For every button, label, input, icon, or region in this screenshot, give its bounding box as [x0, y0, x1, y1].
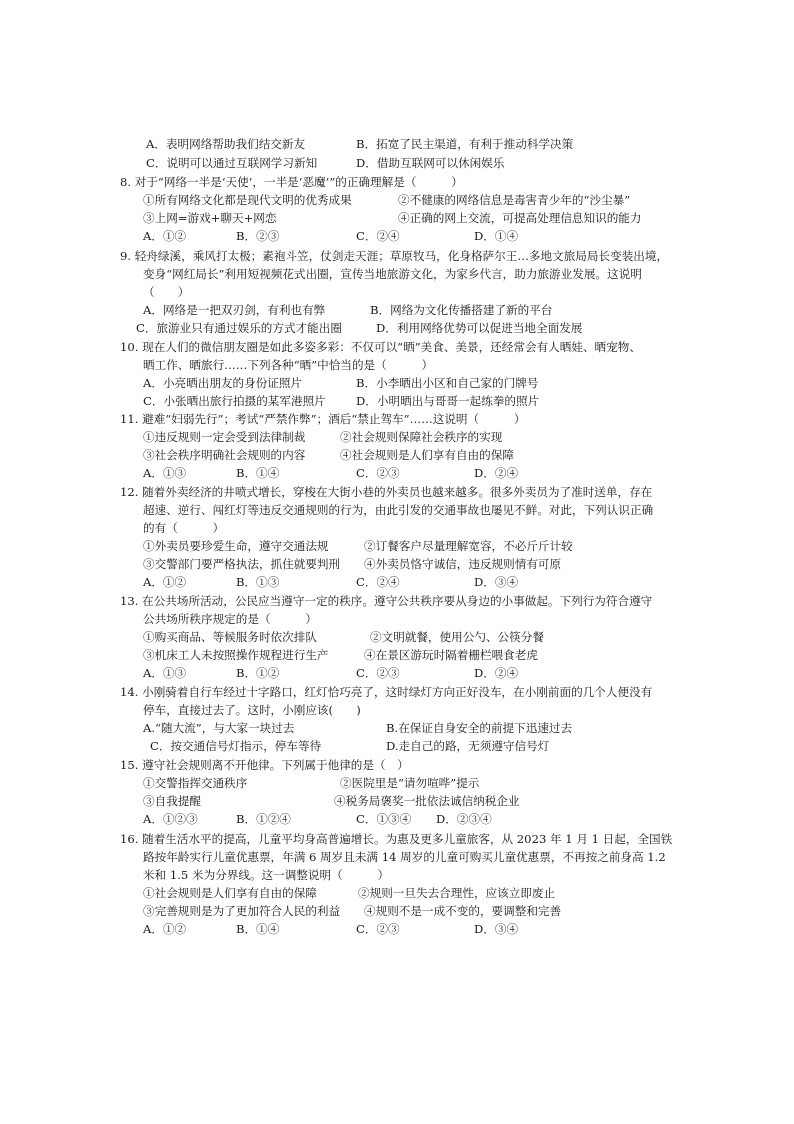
q13-statement-4: ④在景区游玩时隔着栅栏喂食老虎 [364, 648, 538, 662]
q14-option-c: C．按交通信号灯指示，停车等待 [150, 739, 322, 753]
q11-option-c: C．②③ [356, 466, 400, 480]
q14-stem-line2: 停车，直接过去了。这时，小刚应该( ) [143, 703, 361, 717]
q9-stem-line3: （ ） [143, 285, 190, 299]
q8-option-c: C．②④ [356, 229, 400, 243]
q10-option-d: D．小明晒出与哥哥一起练拳的照片 [356, 394, 540, 408]
q11-statement-4: ④社会规则是人们享有自由的保障 [340, 448, 514, 462]
q11-option-b: B．①④ [236, 466, 280, 480]
q13-option-a: A．①③ [143, 666, 187, 680]
q8-statement-2: ②不健康的网络信息是毒害青少年的“沙尘暴” [398, 193, 631, 207]
q8-option-a: A．①② [143, 229, 187, 243]
q14-stem-line1: 14. 小刚骑着自行车经过十字路口，红灯恰巧亮了，这时绿灯方向正好没车，在小刚前面的几个人便没有 [120, 685, 653, 699]
q9-option-c: C．旅游业只有通过娱乐的方式才能出圈 [136, 321, 342, 335]
q16-option-d: D．③④ [474, 922, 519, 936]
q16-stem-line2: 路按年龄实行儿童优惠票，年满 6 周岁且未满 14 周岁的儿童可购买儿童优惠票，不再按之前身高 1.2 [143, 850, 666, 864]
q16-statement-4: ④规则不是一成不变的，要调整和完善 [364, 904, 562, 918]
q15-statement-4: ④税务局褒奖一批依法诚信纳税企业 [334, 794, 520, 808]
q13-statement-3: ③机床工人未按照操作规程进行生产 [143, 648, 329, 662]
q12-stem-line3: 的有（ ） [143, 521, 225, 535]
q12-option-d: D．③④ [474, 575, 519, 589]
q15-option-d: D．②③④ [436, 812, 492, 826]
q9-stem-line2: 变身“网红局长”利用短视频花式出圈，宣传当地旅游文化，为家乡代言，助力旅游业发展。这说明 [143, 267, 642, 281]
q12-statement-2: ②订餐客户尽量理解宽容，不必斤斤计较 [364, 539, 573, 553]
q12-statement-1: ①外卖员要珍爱生命，遵守交通法规 [143, 539, 329, 553]
q10-option-c: C．小张晒出旅行拍摄的某军港照片 [143, 394, 326, 408]
q15-option-b: B．①②④ [236, 812, 291, 826]
q12-stem-line2: 超速、逆行、闯红灯等违反交通规则的行为，由此引发的交通事故也屡见不鲜。对此，下列认识正确 [143, 503, 654, 517]
q8-statement-3: ③上网=游戏+聊天+网恋 [143, 211, 277, 225]
q10-option-a: A．小亮晒出朋友的身份证照片 [143, 376, 303, 390]
q11-statement-1: ①违反规则一定会受到法律制裁 [143, 430, 306, 444]
q13-option-c: C．②③ [356, 666, 400, 680]
q16-stem-line3: 米和 1.5 米为分界线。这一调整说明（ ） [143, 868, 390, 882]
q11-stem: 11. 避难“妇弱先行”；考试“严禁作弊”；酒后“禁止驾车”……这说明（ ） [120, 412, 526, 426]
q10-stem-line2: 晒工作、晒旅行……下列各种“晒”中恰当的是（ ） [143, 358, 434, 372]
q14-option-b: B.在保证自身安全的前提下迅速过去 [386, 721, 573, 735]
q12-stem-line1: 12. 随着外卖经济的井喷式增长，穿梭在大街小巷的外卖员也越来越多。很多外卖员为了准时送单，存在 [120, 485, 653, 499]
q14-option-d: D.走自己的路，无须遵守信号灯 [386, 739, 550, 753]
q13-statement-1: ①购买商品、等候服务时依次排队 [143, 630, 317, 644]
q11-option-a: A．①③ [143, 466, 187, 480]
q7-option-d: D．借助互联网可以休闲娱乐 [356, 156, 505, 170]
q13-stem-line1: 13. 在公共场所活动，公民应当遵守一定的秩序。遵守公共秩序要从身边的小事做起。下列行为符合遵守 [120, 594, 653, 608]
q14-option-a: A.“随大流”，与大家一块过去 [143, 721, 295, 735]
q12-option-b: B．①③ [236, 575, 280, 589]
q8-stem: 8. 对于“网络一半是‘天使’，一半是‘恶魔’”的正确理解是（ ） [120, 175, 463, 189]
q16-statement-1: ①社会规则是人们享有自由的保障 [143, 886, 317, 900]
q15-statement-3: ③自我提醒 [143, 794, 201, 808]
q9-stem-line1: 9. 轻舟绿溪，乘风打太极；素袍斗笠，仗剑走天涯；草原牧马，化身格萨尔王…多地文旅局局长变装出境， [120, 249, 669, 263]
q12-option-c: C．②④ [356, 575, 400, 589]
q13-stem-line2: 公共场所秩序规定的是（ ） [143, 612, 317, 626]
q15-stem: 15. 遵守社会规则离不开他律。下列属于他律的是（ ） [120, 758, 409, 772]
q9-option-d: D．利用网络优势可以促进当地全面发展 [376, 321, 583, 335]
q11-option-d: D．②④ [474, 466, 519, 480]
q16-statement-2: ②规则一旦失去合理性，应该立即废止 [358, 886, 556, 900]
q8-statement-1: ①所有网络文化都是现代文明的优秀成果 [143, 193, 352, 207]
q9-option-b: B．网络为文化传播搭建了新的平台 [370, 303, 553, 317]
q12-statement-3: ③交警部门要严格执法，抓住就要判刑 [143, 557, 341, 571]
q16-option-c: C．②③ [356, 922, 400, 936]
q11-statement-2: ②社会规则保障社会秩序的实现 [340, 430, 503, 444]
q13-option-b: B．①② [236, 666, 280, 680]
q15-option-a: A．①②③ [143, 812, 198, 826]
q7-option-a: A．表明网络帮助我们结交新友 [146, 137, 306, 151]
q8-option-b: B．②③ [236, 229, 280, 243]
q8-statement-4: ④正确的网上交流，可提高处理信息知识的能力 [398, 211, 642, 225]
q11-statement-3: ③社会秩序明确社会规则的内容 [143, 448, 306, 462]
q15-option-c: C．①③④ [356, 812, 412, 826]
q9-option-a: A．网络是一把双刃剑，有利也有弊 [143, 303, 326, 317]
q10-stem-line1: 10. 现在人们的微信朋友圈是如此多姿多彩：不仅可以“晒”美食、美景，还经常会有人晒娃、晒宠物、 [120, 340, 641, 354]
q7-option-c: C．说明可以通过互联网学习新知 [146, 156, 318, 170]
q16-option-b: B．①④ [236, 922, 280, 936]
q7-option-b: B．拓宽了民主渠道，有利于推动科学决策 [356, 137, 574, 151]
q13-statement-2: ②文明就餐，使用公勺、公筷分餐 [370, 630, 544, 644]
q13-option-d: D．②④ [474, 666, 519, 680]
q16-stem-line1: 16. 随着生活水平的提高，儿童平均身高普遍增长。为惠及更多儿童旅客，从 2023 年 1 月 1 日起，全国铁 [120, 832, 673, 846]
q10-option-b: B．小李晒出小区和自己家的门牌号 [356, 376, 539, 390]
q16-option-a: A．①② [143, 922, 187, 936]
q15-statement-2: ②医院里是“请勿喧哗”提示 [340, 776, 480, 790]
q12-statement-4: ④外卖员恪守诚信，违反规则情有可原 [364, 557, 562, 571]
q12-option-a: A．①② [143, 575, 187, 589]
q8-option-d: D．①④ [474, 229, 519, 243]
q16-statement-3: ③完善规则是为了更加符合人民的利益 [143, 904, 341, 918]
q15-statement-1: ①交警指挥交通秩序 [143, 776, 248, 790]
